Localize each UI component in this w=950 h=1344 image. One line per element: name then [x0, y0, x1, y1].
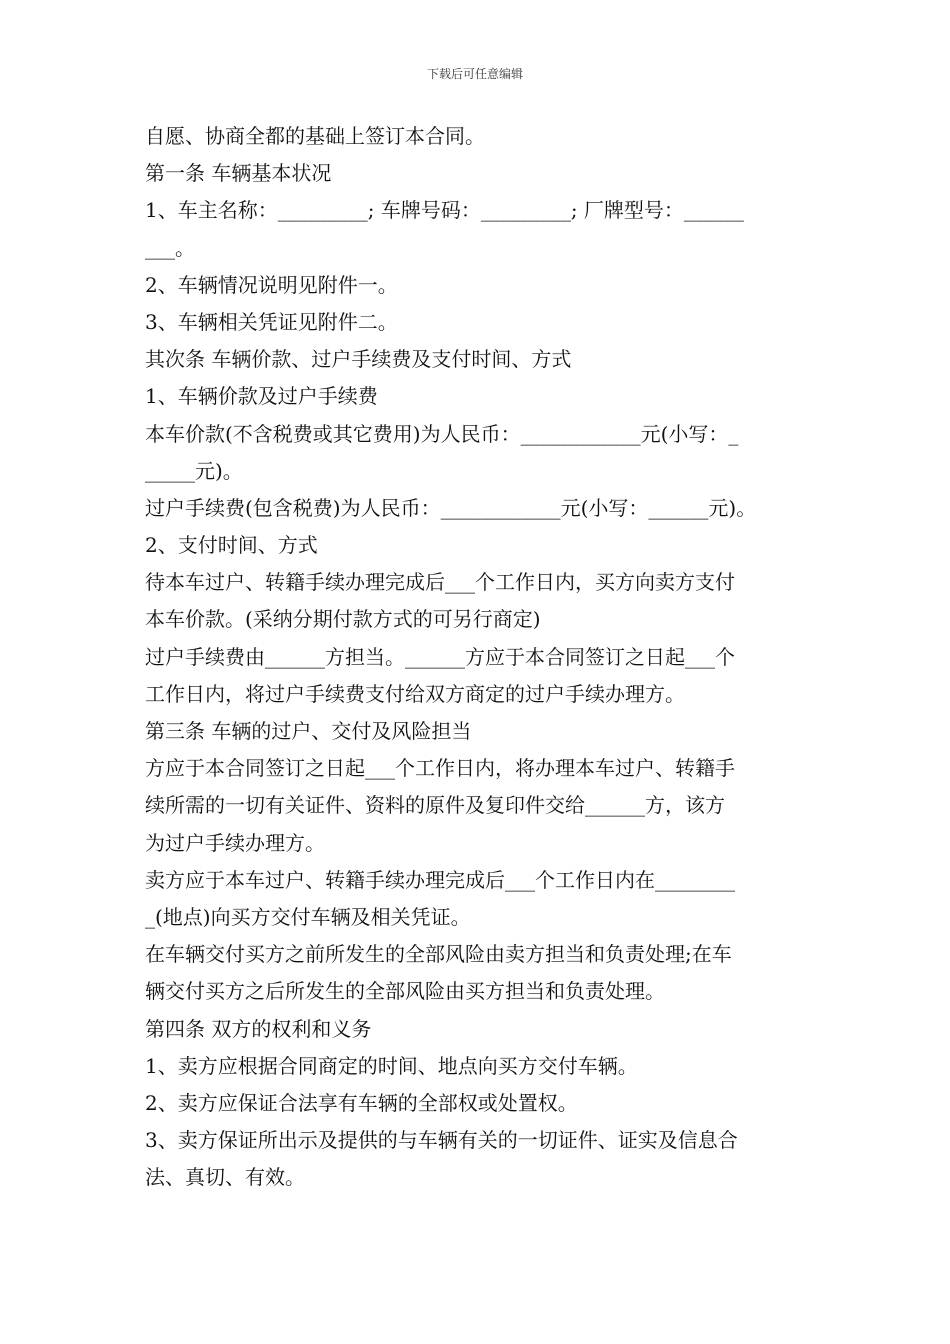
- text-line: 过户手续费(包含税费)为人民币：____________元(小写：______元)。: [145, 495, 757, 520]
- article-heading: 第四条 双方的权利和义务: [145, 1016, 372, 1041]
- text-line: 续所需的一切有关证件、资料的原件及复印件交给______方，该方: [145, 793, 725, 818]
- text-line: 本车价款(不含税费或其它费用)为人民币：____________元(小写：_: [145, 421, 739, 446]
- text-line: _____元)。: [145, 458, 243, 483]
- text-line: 卖方应于本车过户、转籍手续办理完成后___个工作日内在________: [145, 867, 735, 892]
- text-line: 方应于本合同签订之日起___个工作日内，将办理本车过户、转籍手: [145, 756, 735, 781]
- article-heading: 第一条 车辆基本状况: [145, 161, 332, 186]
- text-line: 本车价款。(采纳分期付款方式的可另行商定): [145, 607, 541, 632]
- text-line: 辆交付买方之后所发生的全部风险由买方担当和负责处理。: [145, 979, 665, 1004]
- document-body: [145, 118, 809, 1196]
- text-line: 1、车辆价款及过户手续费: [145, 384, 378, 409]
- text-line: 在车辆交付买方之前所发生的全部风险由卖方担当和负责处理;在车: [145, 942, 732, 967]
- text-line: 工作日内，将过户手续费支付给双方商定的过户手续办理方。: [145, 681, 685, 706]
- text-line: 1、卖方应根据合同商定的时间、地点向买方交付车辆。: [145, 1053, 638, 1078]
- text-line: 2、卖方应保证合法享有车辆的全部权或处置权。: [145, 1090, 578, 1115]
- text-line: 2、支付时间、方式: [145, 533, 318, 558]
- text-line: 1、车主名称：_________; 车牌号码：_________; 厂牌型号：______: [145, 198, 744, 223]
- text-line: 待本车过户、转籍手续办理完成后___个工作日内，买方向卖方支付: [145, 570, 735, 595]
- text-line: 法、真切、有效。: [145, 1165, 305, 1190]
- text-line: 2、车辆情况说明见附件一。: [145, 272, 398, 297]
- page-header: 下载后可任意编辑: [426, 67, 523, 81]
- text-line: ___。: [145, 235, 195, 260]
- text-line: _(地点)向买方交付车辆及相关凭证。: [145, 904, 471, 929]
- article-heading: 其次条 车辆价款、过户手续费及支付时间、方式: [145, 347, 572, 372]
- text-line: 3、车辆相关凭证见附件二。: [145, 309, 398, 334]
- text-line: 为过户手续办理方。: [145, 830, 325, 855]
- text-line: 自愿、协商全都的基础上签订本合同。: [145, 124, 485, 148]
- text-line: 3、卖方保证所出示及提供的与车辆有关的一切证件、证实及信息合: [145, 1128, 738, 1153]
- article-heading: 第三条 车辆的过户、交付及风险担当: [145, 719, 472, 743]
- text-line: 过户手续费由______方担当。______方应于本合同签订之日起___个: [145, 644, 735, 669]
